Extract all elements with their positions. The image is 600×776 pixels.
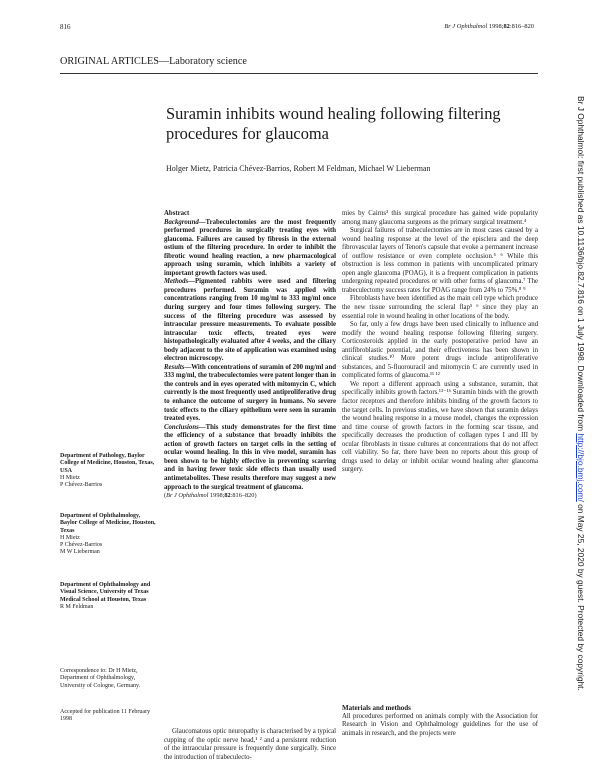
affiliation-3 — [60, 582, 156, 611]
affiliation-dept: Department of Pathology, Baylor College of Medicine, Houston, Texas, USA — [60, 453, 155, 474]
abstract-body — [164, 210, 336, 501]
abstract-conclusions-label: Conclusions — [164, 423, 199, 431]
body-paragraph: We report a different approach using a substance, suramin, that specifically inhibits growth factors.¹³⁻¹⁶ Suramin binds with the growth factor receptors and therefore inhibits binding of the growth factors to the target cells. In previous studies, we have shown that suramin delays the wound healing response in a mouse model, changes the expression and time course of growth factors in the forming scar tissue, and specifically decreases the production of collagen types I and III by ocular fibroblasts in tissue cultures at concentrations that do not affect cell viability. So far, there have been no reports about this group of drugs used to delay or inhibit ocular wound healing after glaucoma surgery. — [342, 380, 538, 474]
affiliation-person: H Mietz — [60, 534, 80, 541]
abstract-methods-label: Methods — [164, 278, 189, 286]
running-head-volume: 82 — [503, 23, 510, 30]
abstract-background-label: Background — [164, 218, 199, 226]
affiliation-dept: Department of Ophthalmology, Baylor College of Medicine, Houston, Texas — [60, 513, 156, 534]
affiliation-1 — [60, 453, 156, 489]
affiliation-person: H Mietz — [60, 474, 80, 481]
affiliation-dept: Department of Ophthalmology and Visual Science, University of Texas Medical School at Houston, Texas — [60, 582, 151, 603]
affiliation-2 — [60, 513, 156, 557]
introduction-start — [164, 728, 336, 762]
running-head-year: 1998; — [488, 23, 504, 30]
body-paragraph: Fibroblasts have been identified as the main cell type which produce the new tissue surrounding the scleral flap⁵ ⁶ since they play an essential role in wound healing in other locations of the body. — [342, 295, 538, 320]
intro-paragraph: Glaucomatous optic neuropathy is characterised by a typical cupping of the optic nerve head,¹ ² and a persistent reduction of the intraocular pressure is frequently done surgically. Since the introduction of trabeculecto- — [164, 728, 337, 761]
body-paragraph: So far, only a few drugs have been used clinically to influence and modify the wound healing response following filtering surgery. Corticosteroids applied in the early postoperative period have an antifibroblastic potential, and their effectiveness has been shown in clinical studies.¹⁰ More potent drugs include antiproliferative substances, and 5-fluorouracil and mitomycin C are currently used in complicated forms of glaucoma.¹¹ ¹² — [342, 321, 538, 380]
abstract-results: —With concentrations of suramin of 200 mg/ml and 333 mg/ml, the trabeculectomies were patent longer than in the controls and in eyes operated with mitomycin C, which currently is the most frequently used antiproliferative drug to enhance the outcome of surgery in humans. No severe toxic effects to the ciliary epithelium were seen in suramin treated eyes. — [164, 363, 336, 423]
sidebar-prefix: Br J Ophthalmol: first published as 10.1136/bjo.82.7.816 on 1 July 1998. Downloaded from — [576, 96, 586, 434]
materials-paragraph: All procedures performed on animals comply with the Association for Research in Vision and Ophthalmology guidelines for the use of animals in research, and the projects were — [342, 712, 538, 737]
affiliation-person: M W Lieberman — [60, 549, 100, 556]
abstract-methods: —Pigmented rabbits were used and filtering procedures performed. Suramin was applied with concentrations ranging from 10 mg/ml to 333 mg/ml once during surgery and four times following surgery. The success of the filtering procedure was assessed by intraocular pressure measurements. To evaluate possible intraocular toxic effects, treated eyes were histopathologically evaluated after 4 weeks, and the ciliary body adjacent to the site of application was examined using electron microscopy. — [164, 278, 336, 363]
running-head — [444, 23, 534, 30]
affiliation-person: P Chévez-Barrios — [60, 542, 103, 549]
body-paragraph: Surgical failures of trabeculectomies are in most cases caused by a wound healing response at the level of the episclera and the deep fibrovascular layers of Tenon's capsule that evoke a permanent increase of outflow resistance or even complete occlusion.⁵ ⁶ While this obstruction is less common in patients with uncomplicated primary open angle glaucoma (POAG), it is a frequent complication in patients undergoing repeated procedures or with other forms of glaucoma.⁷ The trabeculectomy success rates for POAG range from 24% to 75%.⁸ ⁹ — [342, 227, 538, 294]
body-paragraph: mies by Cairns³ this surgical procedure has gained wide popularity among many glaucoma surgeons as the primary surgical treatment.⁴ — [342, 210, 538, 226]
sidebar-link[interactable]: http://bjo.bmj.com/ — [576, 433, 586, 502]
abstract-conclusions: —This study demonstrates for the first time the efficiency of a substance that broadly inhibits the action of growth factors on target cells in the setting of ocular wound healing. In this in vivo model, suramin has been shown to be highly effective in preventing scarring and in having fewer toxic side effects than usually used antimetabolites. These results therefore may suggest a new approach to the surgical treatment of glaucoma. — [164, 423, 336, 491]
abstract-heading: Abstract — [164, 210, 190, 217]
affiliation-person: P Chévez-Barrios — [60, 482, 103, 489]
running-head-journal: Br J Ophthalmol — [444, 23, 488, 30]
abstract — [164, 210, 336, 501]
accepted-date: Accepted for publication 11 February 1998 — [60, 709, 151, 723]
copyright-sidebar — [572, 96, 586, 772]
materials-section — [342, 704, 538, 738]
sidebar-suffix: on May 25, 2020 by guest. Protected by copyright. — [576, 501, 586, 691]
correspondence: Correspondence to: Dr H Mietz, Department of Ophthalmology, University of Cologne, Germany. — [60, 668, 141, 689]
materials-heading: Materials and methods — [342, 704, 411, 712]
running-head-pages: :816–820 — [509, 23, 534, 30]
abstract-citation: (Br J Ophthalmol 1998;82:816–820) — [164, 492, 257, 500]
section-heading: ORIGINAL ARTICLES—Laboratory science — [60, 56, 247, 67]
author-list: Holger Mietz, Patricia Chévez-Barrios, Robert M Feldman, Michael W Lieberman — [166, 164, 431, 173]
introduction-continued — [342, 210, 538, 475]
section-rule — [60, 73, 538, 74]
affiliation-person: R M Feldman — [60, 603, 94, 610]
article-title: Suramin inhibits wound healing following filtering procedures for glaucoma — [166, 104, 501, 143]
abstract-background: —Trabeculectomies are the most frequently performed procedures in surgically treating eyes with glaucoma. Failures are caused by fibrosis in the external ostium of the filtering procedure. In order to inhibit the fibrotic wound healing reaction, a new pharmacological approach using suramin, which inhibits a variety of important growth factors was used. — [164, 218, 336, 277]
page-number: 816 — [60, 23, 71, 31]
abstract-results-label: Results — [164, 363, 185, 371]
